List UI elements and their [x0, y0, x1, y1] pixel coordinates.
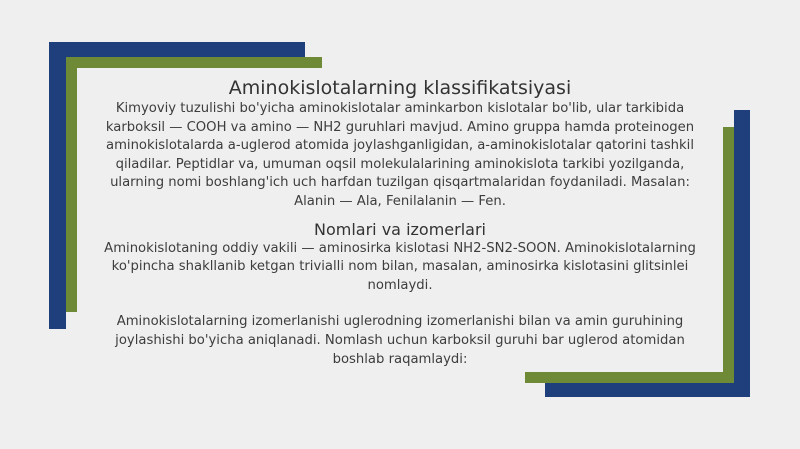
section-heading-names: Nomlari va izomerlari [314, 219, 486, 239]
decor-bar-blue-bottom [545, 383, 750, 397]
decor-bar-blue-left [49, 42, 66, 329]
decor-bar-green-left [66, 57, 77, 312]
paragraph-spacer [90, 295, 710, 313]
decor-bar-green-right [723, 127, 734, 383]
decor-bar-blue-right [734, 110, 750, 397]
names-paragraph: Aminokislotaning oddiy vakili — aminosirka kislotasi NH2-SN2-SOON. Aminokislotalarning ko'pincha shakllanib ketgan trivialli nom bilan, masalan, aminosirka kislotasini glitsinlei nomlaydi. [104, 240, 696, 293]
classification-paragraph: Kimyoviy tuzulishi bo'yicha aminokislotalar aminkarbon kislotalar bo'lib, ular tarkibida karboksil — COOH va amino — NH2 guruhlari mavjud. Amino gruppa hamda proteinogen aminokislotalarda a-uglerod atomida joylashganligidan, a-aminokislotalar qatorini tashkil qiladilar. Peptidlar va, umuman oqsil molekulalarining aminokislota tarkibi yozilganda, ularning nomi boshlang'ich uch harfdan tuzilgan qisqartmalaridan foydaniladi. Masalan: Alanin — Ala, Fenilalanin — Fen. [105, 101, 695, 209]
slide-title: Aminokislotalarning klassifikatsiyasi [228, 77, 572, 99]
slide-content [90, 76, 710, 369]
decor-bar-green-bottom [525, 372, 734, 383]
isomers-paragraph: Aminokislotalarning izomerlanishi uglerodning izomerlanishi bilan va amin guruhining joylashishi bo'yicha aniqlanadi. Nomlash uchun karboksil guruhi bar uglerod atomidan boshlab raqamlaydi: [115, 314, 685, 367]
decor-bar-blue-top [49, 42, 305, 57]
decor-bar-green-top [66, 57, 322, 68]
